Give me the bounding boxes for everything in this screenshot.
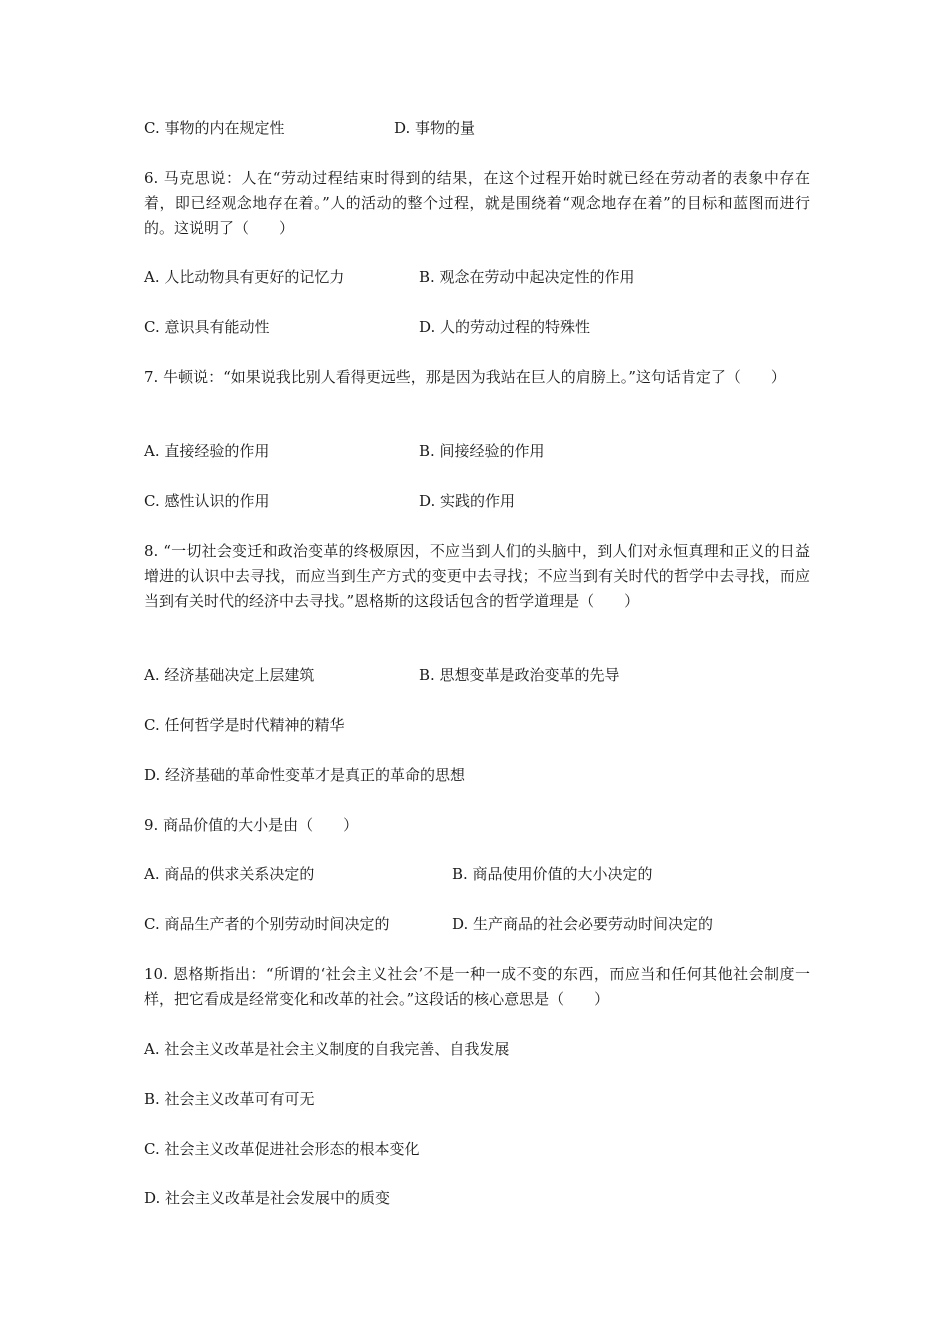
q6-option-a: A. 人比动物具有更好的记忆力	[144, 268, 345, 286]
q5-option-d: D. 事物的量	[394, 119, 476, 137]
q9-option-c: C. 商品生产者的个别劳动时间决定的	[144, 915, 390, 933]
q10-option-a: A. 社会主义改革是社会主义制度的自我完善、自我发展	[144, 1040, 510, 1058]
q9-stem: 9. 商品价值的大小是由（ ）	[144, 816, 359, 834]
q7-option-c: C. 感性认识的作用	[144, 492, 270, 510]
q8-option-a: A. 经济基础决定上层建筑	[144, 666, 315, 684]
q8-stem: 8. “一切社会变迁和政治变革的终极原因，不应当到人们的头脑中，到人们对永恒真理和正义的日益增进的认识中去寻找，而应当到生产方式的变更中去寻找；不应当到有关时代的哲学中去寻找，而应当到有关时代的经济中去寻找。”恩格斯的这段话包含的哲学道理是（ ）	[144, 542, 810, 610]
q9-option-b: B. 商品使用价值的大小决定的	[452, 865, 653, 883]
q7-option-a: A. 直接经验的作用	[144, 442, 270, 460]
q10-stem: 10. 恩格斯指出：“所谓的‘社会主义社会’不是一种一成不变的东西，而应当和任何其他社会制度一样，把它看成是经常变化和改革的社会。”这段话的核心意思是（ ）	[144, 965, 810, 1008]
q8-option-c: C. 任何哲学是时代精神的精华	[144, 716, 345, 734]
q10-option-c: C. 社会主义改革促进社会形态的根本变化	[144, 1140, 420, 1158]
q8-option-b: B. 思想变革是政治变革的先导	[419, 666, 620, 684]
q6-option-b: B. 观念在劳动中起决定性的作用	[419, 268, 635, 286]
q8-option-d: D. 经济基础的革命性变革才是真正的革命的思想	[144, 766, 466, 784]
q6-option-c: C. 意识具有能动性	[144, 318, 270, 336]
q5-option-c: C. 事物的内在规定性	[144, 119, 285, 137]
q7-option-b: B. 间接经验的作用	[419, 442, 545, 460]
q9-option-d: D. 生产商品的社会必要劳动时间决定的	[452, 915, 714, 933]
q6-stem: 6. 马克思说：人在“劳动过程结束时得到的结果，在这个过程开始时就已经在劳动者的表象中存在着，即已经观念地存在着。”人的活动的整个过程，就是围绕着“观念地存在着”的目标和蓝图而进行的。这说明了（ ）	[144, 169, 810, 237]
q9-option-a: A. 商品的供求关系决定的	[144, 865, 315, 883]
q10-option-b: B. 社会主义改革可有可无	[144, 1090, 315, 1108]
q10-option-d: D. 社会主义改革是社会发展中的质变	[144, 1189, 391, 1207]
q7-stem: 7. 牛顿说：“如果说我比别人看得更远些，那是因为我站在巨人的肩膀上。”这句话肯定了（ ）	[144, 368, 786, 386]
q7-option-d: D. 实践的作用	[419, 492, 516, 510]
q6-option-d: D. 人的劳动过程的特殊性	[419, 318, 591, 336]
